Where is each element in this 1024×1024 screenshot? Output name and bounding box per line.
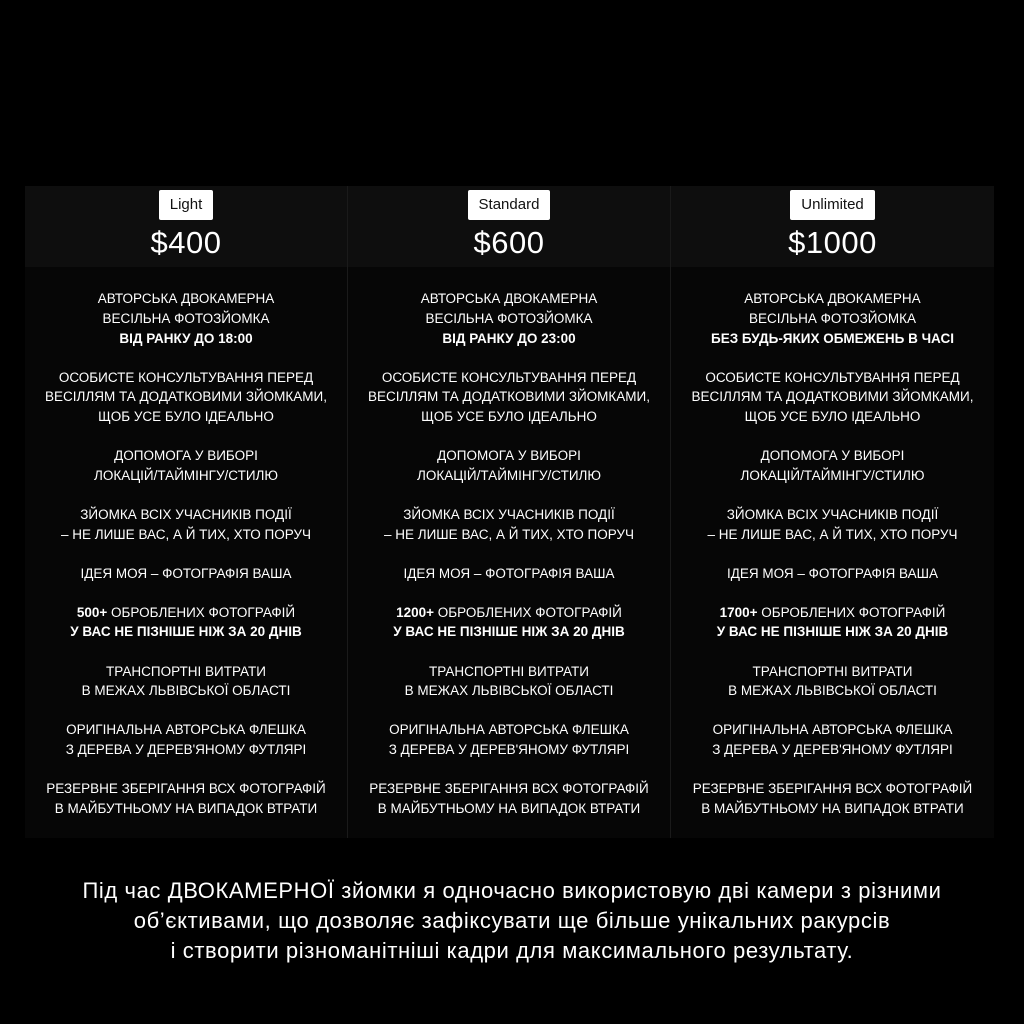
feature-line: ЗЙОМКА ВСІХ УЧАСНИКІВ ПОДІЇ — [726, 506, 939, 522]
feature-line: В МАЙБУТНЬОМУ НА ВИПАДОК ВТРАТИ — [701, 800, 964, 816]
feature-all-guests — [707, 505, 957, 544]
feature-idea — [727, 564, 938, 584]
feature-all-guests — [384, 505, 634, 544]
feature-consult — [691, 368, 973, 427]
feature-line: ЗЙОМКА ВСІХ УЧАСНИКІВ ПОДІЇ — [403, 506, 615, 522]
photos-deadline: У ВАС НЕ ПІЗНІШЕ НІЖ ЗА 20 ДНІВ — [393, 624, 625, 640]
photos-count: 500+ — [76, 604, 108, 620]
plan-header — [348, 186, 670, 267]
feature-transport — [728, 662, 937, 701]
feature-line: ОСОБИСТЕ КОНСУЛЬТУВАННЯ ПЕРЕД — [381, 369, 637, 385]
feature-line: ВЕСІЛЬНА ФОТОЗЙОМКА — [748, 310, 917, 326]
feature-line: ОСОБИСТЕ КОНСУЛЬТУВАННЯ ПЕРЕД — [705, 369, 960, 385]
plan-features — [348, 267, 670, 838]
feature-line: ВЕСІЛЛЯМ ТА ДОДАТКОВИМИ ЗЙОМКАМИ, — [367, 389, 650, 405]
feature-line — [393, 603, 624, 623]
plan-header — [671, 186, 994, 267]
feature-line — [70, 603, 301, 623]
feature-line: В МАЙБУТНЬОМУ НА ВИПАДОК ВТРАТИ — [377, 800, 641, 816]
feature-photos — [393, 603, 624, 642]
feature-line: ВЕСІЛЬНА ФОТОЗЙОМКА — [425, 310, 593, 326]
feature-line-highlight: ВІД РАНКУ ДО 23:00 — [442, 330, 576, 346]
feature-line: ЛОКАЦІЙ/ТАЙМІНГУ/СТИЛЮ — [740, 467, 925, 483]
feature-line: РЕЗЕРВНЕ ЗБЕРІГАННЯ ВСХ ФОТОГРАФІЙ — [46, 781, 326, 797]
plan-header — [25, 186, 347, 267]
photos-count: 1200+ — [396, 604, 435, 620]
feature-line: ДОПОМОГА У ВИБОРІ — [760, 448, 905, 464]
feature-idea — [404, 564, 615, 584]
feature-line: ТРАНСПОРТНІ ВИТРАТИ — [429, 663, 589, 679]
feature-transport — [82, 662, 291, 701]
feature-line: ВЕСІЛЛЯМ ТА ДОДАТКОВИМИ ЗЙОМКАМИ, — [44, 389, 327, 405]
feature-line: ВЕСІЛЬНА ФОТОЗЙОМКА — [102, 310, 270, 326]
feature-line: ДОПОМОГА У ВИБОРІ — [437, 448, 581, 464]
feature-line: В МЕЖАХ ЛЬВІВСЬКОЇ ОБЛАСТІ — [728, 683, 937, 699]
feature-intro — [98, 289, 274, 348]
feature-line: АВТОРСЬКА ДВОКАМЕРНА — [420, 291, 598, 307]
note-line: Під час ДВОКАМЕРНОЇ зйомки я одночасно використовую дві камери з різними — [82, 878, 942, 903]
feature-line: ОРИГІНАЛЬНА АВТОРСЬКА ФЛЕШКА — [712, 722, 953, 738]
feature-backup — [369, 779, 648, 818]
photos-text: ОБРОБЛЕНИХ ФОТОГРАФІЙ — [434, 604, 622, 620]
feature-line: ТРАНСПОРТНІ ВИТРАТИ — [752, 663, 913, 679]
note-line: і створити різноманітніші кадри для максимального результату. — [170, 938, 854, 963]
feature-photos — [717, 603, 948, 642]
feature-line: ТРАНСПОРТНІ ВИТРАТИ — [106, 663, 266, 679]
plan-light — [25, 186, 348, 838]
feature-all-guests — [61, 505, 311, 544]
tier-badge: Light — [159, 190, 214, 220]
feature-line: ЗЙОМКА ВСІХ УЧАСНИКІВ ПОДІЇ — [80, 506, 292, 522]
feature-flash — [712, 720, 953, 759]
feature-line: ОРИГІНАЛЬНА АВТОРСЬКА ФЛЕШКА — [66, 722, 306, 738]
feature-line: ЩОБ УСЕ БУЛО ІДЕАЛЬНО — [98, 408, 274, 424]
photos-count: 1700+ — [719, 604, 758, 620]
plan-price: $400 — [150, 225, 222, 260]
feature-consult — [45, 368, 327, 427]
feature-line-highlight: ВІД РАНКУ ДО 18:00 — [119, 330, 253, 346]
feature-photos — [70, 603, 301, 642]
feature-intro — [421, 289, 597, 348]
feature-flash — [66, 720, 307, 759]
feature-line: З ДЕРЕВА У ДЕРЕВ'ЯНОМУ ФУТЛЯРІ — [712, 742, 953, 758]
feature-line: РЕЗЕРВНЕ ЗБЕРІГАННЯ ВСХ ФОТОГРАФІЙ — [692, 781, 973, 797]
plan-unlimited — [671, 186, 994, 838]
feature-line: – НЕ ЛИШЕ ВАС, А Й ТИХ, ХТО ПОРУЧ — [707, 526, 958, 542]
feature-line: З ДЕРЕВА У ДЕРЕВ'ЯНОМУ ФУТЛЯРІ — [388, 742, 630, 758]
feature-line: В МЕЖАХ ЛЬВІВСЬКОЇ ОБЛАСТІ — [81, 683, 291, 699]
feature-line: ЩОБ УСЕ БУЛО ІДЕАЛЬНО — [421, 408, 597, 424]
plan-standard — [348, 186, 671, 838]
feature-line-highlight: БЕЗ БУДЬ-ЯКИХ ОБМЕЖЕНЬ В ЧАСІ — [711, 330, 954, 346]
feature-line: ЩОБ УСЕ БУЛО ІДЕАЛЬНО — [744, 408, 921, 424]
feature-backup — [46, 779, 325, 818]
feature-consult — [368, 368, 650, 427]
feature-help — [740, 446, 924, 485]
feature-help — [94, 446, 278, 485]
feature-line: ОСОБИСТЕ КОНСУЛЬТУВАННЯ ПЕРЕД — [58, 369, 314, 385]
plan-features — [671, 267, 994, 838]
feature-line: ІДЕЯ МОЯ – ФОТОГРАФІЯ ВАША — [403, 565, 615, 581]
feature-line: – НЕ ЛИШЕ ВАС, А Й ТИХ, ХТО ПОРУЧ — [60, 526, 311, 542]
feature-line: В МЕЖАХ ЛЬВІВСЬКОЇ ОБЛАСТІ — [404, 683, 614, 699]
plan-price: $1000 — [788, 225, 877, 260]
feature-line: ОРИГІНАЛЬНА АВТОРСЬКА ФЛЕШКА — [389, 722, 629, 738]
photos-text: ОБРОБЛЕНИХ ФОТОГРАФІЙ — [107, 604, 296, 620]
feature-help — [417, 446, 601, 485]
photos-deadline: У ВАС НЕ ПІЗНІШЕ НІЖ ЗА 20 ДНІВ — [716, 624, 949, 640]
feature-line: АВТОРСЬКА ДВОКАМЕРНА — [97, 291, 275, 307]
feature-transport — [405, 662, 614, 701]
feature-line: ІДЕЯ МОЯ – ФОТОГРАФІЯ ВАША — [727, 565, 938, 581]
photos-deadline: У ВАС НЕ ПІЗНІШЕ НІЖ ЗА 20 ДНІВ — [70, 624, 302, 640]
feature-flash — [389, 720, 630, 759]
pricing-table — [25, 186, 995, 838]
dual-camera-note — [0, 876, 1024, 966]
feature-intro — [711, 289, 954, 348]
feature-line: З ДЕРЕВА У ДЕРЕВ'ЯНОМУ ФУТЛЯРІ — [65, 742, 307, 758]
tier-badge: Standard — [468, 190, 551, 220]
feature-line: – НЕ ЛИШЕ ВАС, А Й ТИХ, ХТО ПОРУЧ — [383, 526, 634, 542]
plan-price: $600 — [473, 225, 545, 260]
feature-idea — [81, 564, 292, 584]
tier-badge: Unlimited — [790, 190, 875, 220]
feature-line: В МАЙБУТНЬОМУ НА ВИПАДОК ВТРАТИ — [54, 800, 318, 816]
feature-backup — [693, 779, 972, 818]
feature-line: ЛОКАЦІЙ/ТАЙМІНГУ/СТИЛЮ — [416, 467, 602, 483]
feature-line: ДОПОМОГА У ВИБОРІ — [114, 448, 258, 464]
feature-line — [717, 603, 948, 623]
photos-text: ОБРОБЛЕНИХ ФОТОГРАФІЙ — [757, 604, 946, 620]
note-line: об’єктивами, що дозволяє зафіксувати ще більше унікальних ракурсів — [133, 908, 891, 933]
feature-line: ВЕСІЛЛЯМ ТА ДОДАТКОВИМИ ЗЙОМКАМИ, — [691, 389, 974, 405]
feature-line: ЛОКАЦІЙ/ТАЙМІНГУ/СТИЛЮ — [93, 467, 279, 483]
feature-line: РЕЗЕРВНЕ ЗБЕРІГАННЯ ВСХ ФОТОГРАФІЙ — [369, 781, 649, 797]
plan-features — [25, 267, 347, 838]
feature-line: АВТОРСЬКА ДВОКАМЕРНА — [744, 291, 921, 307]
feature-line: ІДЕЯ МОЯ – ФОТОГРАФІЯ ВАША — [80, 565, 292, 581]
